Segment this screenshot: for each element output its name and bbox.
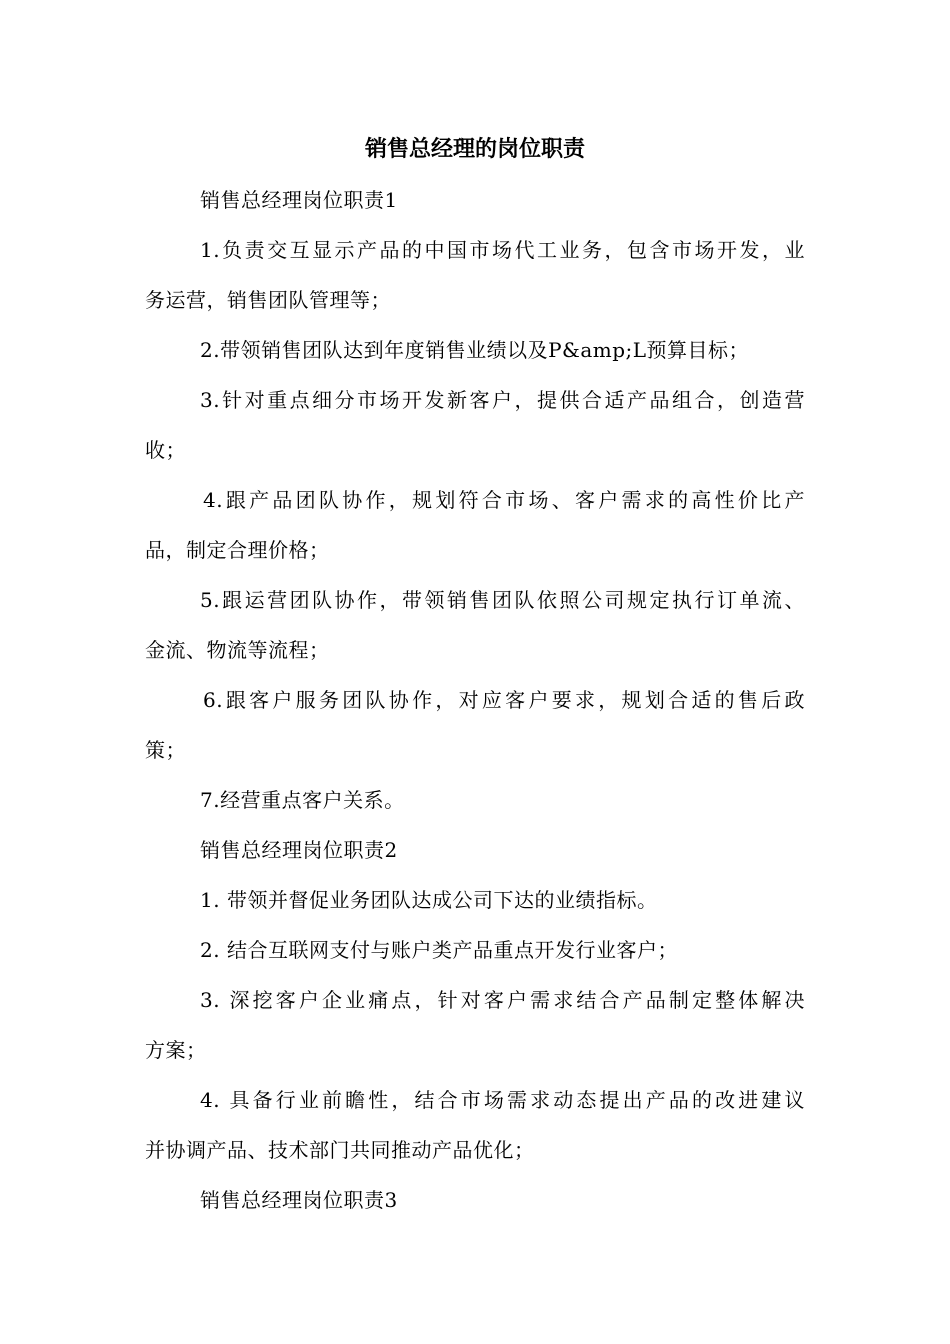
paragraph-line: 4.跟产品团队协作，规划符合市场、客户需求的高性价比产 bbox=[203, 488, 805, 512]
paragraph-line: 5.跟运营团队协作，带领销售团队依照公司规定执行订单流、 bbox=[200, 588, 805, 612]
paragraph-line: 1.负责交互显示产品的中国市场代工业务，包含市场开发，业 bbox=[200, 238, 805, 262]
paragraph-line: 7.经营重点客户关系。 bbox=[200, 788, 405, 812]
paragraph-line: 收； bbox=[145, 438, 186, 462]
paragraph-line: 策； bbox=[145, 738, 186, 762]
paragraph-line: 3. 深挖客户企业痛点，针对客户需求结合产品制定整体解决 bbox=[200, 988, 805, 1012]
paragraph-line: 品，制定合理价格； bbox=[145, 538, 330, 562]
paragraph-line: 4. 具备行业前瞻性，结合市场需求动态提出产品的改进建议 bbox=[200, 1088, 805, 1112]
paragraph-line: 2.带领销售团队达到年度销售业绩以及P&amp;L预算目标； bbox=[200, 338, 750, 362]
paragraph-line: 金流、物流等流程； bbox=[145, 638, 330, 662]
paragraph-line: 务运营，销售团队管理等； bbox=[145, 288, 391, 312]
paragraph-line: 并协调产品、技术部门共同推动产品优化； bbox=[145, 1138, 535, 1162]
paragraph-line: 方案； bbox=[145, 1038, 207, 1062]
paragraph-line: 2. 结合互联网支付与账户类产品重点开发行业客户； bbox=[200, 938, 678, 962]
document-title: 销售总经理的岗位职责 bbox=[364, 137, 585, 162]
paragraph-line: 6.跟客户服务团队协作，对应客户要求，规划合适的售后政 bbox=[203, 688, 805, 712]
paragraph-line: 3.针对重点细分市场开发新客户，提供合适产品组合，创造营 bbox=[200, 388, 805, 412]
section-heading-1: 销售总经理岗位职责1 bbox=[200, 188, 398, 212]
section-heading-3: 销售总经理岗位职责3 bbox=[200, 1188, 398, 1212]
section-heading-2: 销售总经理岗位职责2 bbox=[200, 838, 398, 862]
paragraph-line: 1. 带领并督促业务团队达成公司下达的业绩指标。 bbox=[200, 888, 658, 912]
